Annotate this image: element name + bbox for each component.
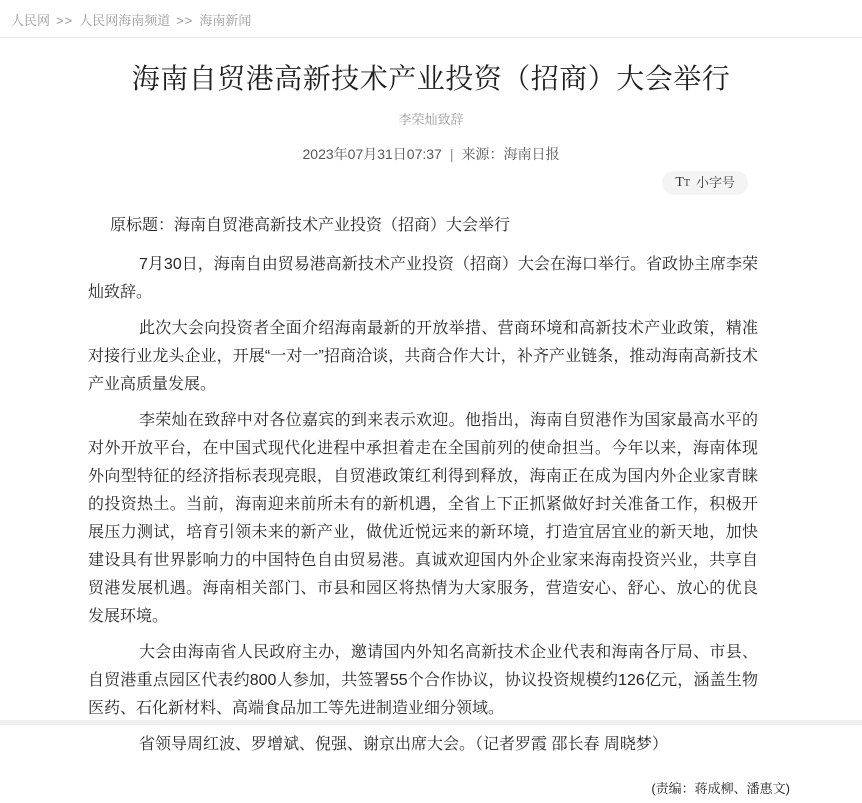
original-title-line [88, 212, 758, 240]
original-title-label: 原标题： [110, 217, 175, 234]
breadcrumb [0, 0, 862, 37]
paragraph: 大会由海南省人民政府主办，邀请国内外知名高新技术企业代表和海南各厅局、市县、自贸港重点园区代表约800人参加，共签署55个合作协议，协议投资规模约126亿元，涵盖生物医药、石化新材料、高端食品加工等先进制造业细分领域。 [88, 644, 758, 717]
breadcrumb-link-peoples-net[interactable]: 人民网 [11, 13, 51, 28]
font-size-button-label: 小字号 [695, 175, 735, 190]
breadcrumb-link-hainan-news[interactable]: 海南新闻 [199, 13, 252, 28]
paragraph: 7月30日，海南自由贸易港高新技术产业投资（招商）大会在海口举行。省政协主席李荣灿致辞。 [88, 256, 758, 301]
paragraph: 省领导周红波、罗增斌、倪强、谢京出席大会。（记者罗霞 邵长春 周晓梦） [139, 736, 668, 753]
font-size-row [0, 171, 862, 195]
page-bottom-divider [0, 720, 862, 725]
header-divider [0, 37, 862, 38]
meta-separator: | [449, 146, 454, 162]
publish-time: 2023年07月31日07:37 [302, 146, 442, 162]
article-body [0, 195, 862, 803]
article-meta [0, 144, 862, 164]
font-size-icon: TT [675, 175, 690, 190]
source-link[interactable]: 海南日报 [503, 146, 560, 162]
article-subtitle: 李荣灿致辞 [398, 112, 464, 127]
breadcrumb-separator: >> [56, 13, 74, 28]
editor-note: (责编：蒋成柳、潘惠文) [651, 781, 790, 796]
article-title: 海南自贸港高新技术产业投资（招商）大会举行 [131, 63, 731, 94]
original-title-text: 海南自贸港高新技术产业投资（招商）大会举行 [174, 217, 511, 234]
breadcrumb-separator: >> [176, 13, 194, 28]
paragraph: 李荣灿在致辞中对各位嘉宾的到来表示欢迎。他指出，海南自贸港作为国家最高水平的对外开放平台，在中国式现代化进程中承担着走在全国前列的使命担当。今年以来，海南体现外向型特征的经济指标表现亮眼，自贸港政策红利得到释放，海南正在成为国内外企业家青睐的投资热土。当前，海南迎来前所未有的新机遇，全省上下正抓紧做好封关准备工作，积极开展压力测试，培育引领未来的新产业，做优近悦远来的新环境，打造宜居宜业的新天地，加快建设具有世界影响力的中国特色自由贸易港。真诚欢迎国内外企业家来海南投资兴业，共享自贸港发展机遇。海南相关部门、市县和园区将热情为大家服务，营造安心、舒心、放心的优良发展环境。 [88, 412, 758, 625]
breadcrumb-link-hainan-channel[interactable]: 人民网海南频道 [79, 13, 171, 28]
paragraph: 此次大会向投资者全面介绍海南最新的开放举措、营商环境和高新技术产业政策，精准对接行业龙头企业，开展“一对一”招商洽谈，共商合作大计，补齐产业链条，推动海南高新技术产业高质量发展。 [88, 320, 758, 393]
source-label: 来源： [461, 146, 504, 162]
font-size-button[interactable] [662, 171, 748, 195]
